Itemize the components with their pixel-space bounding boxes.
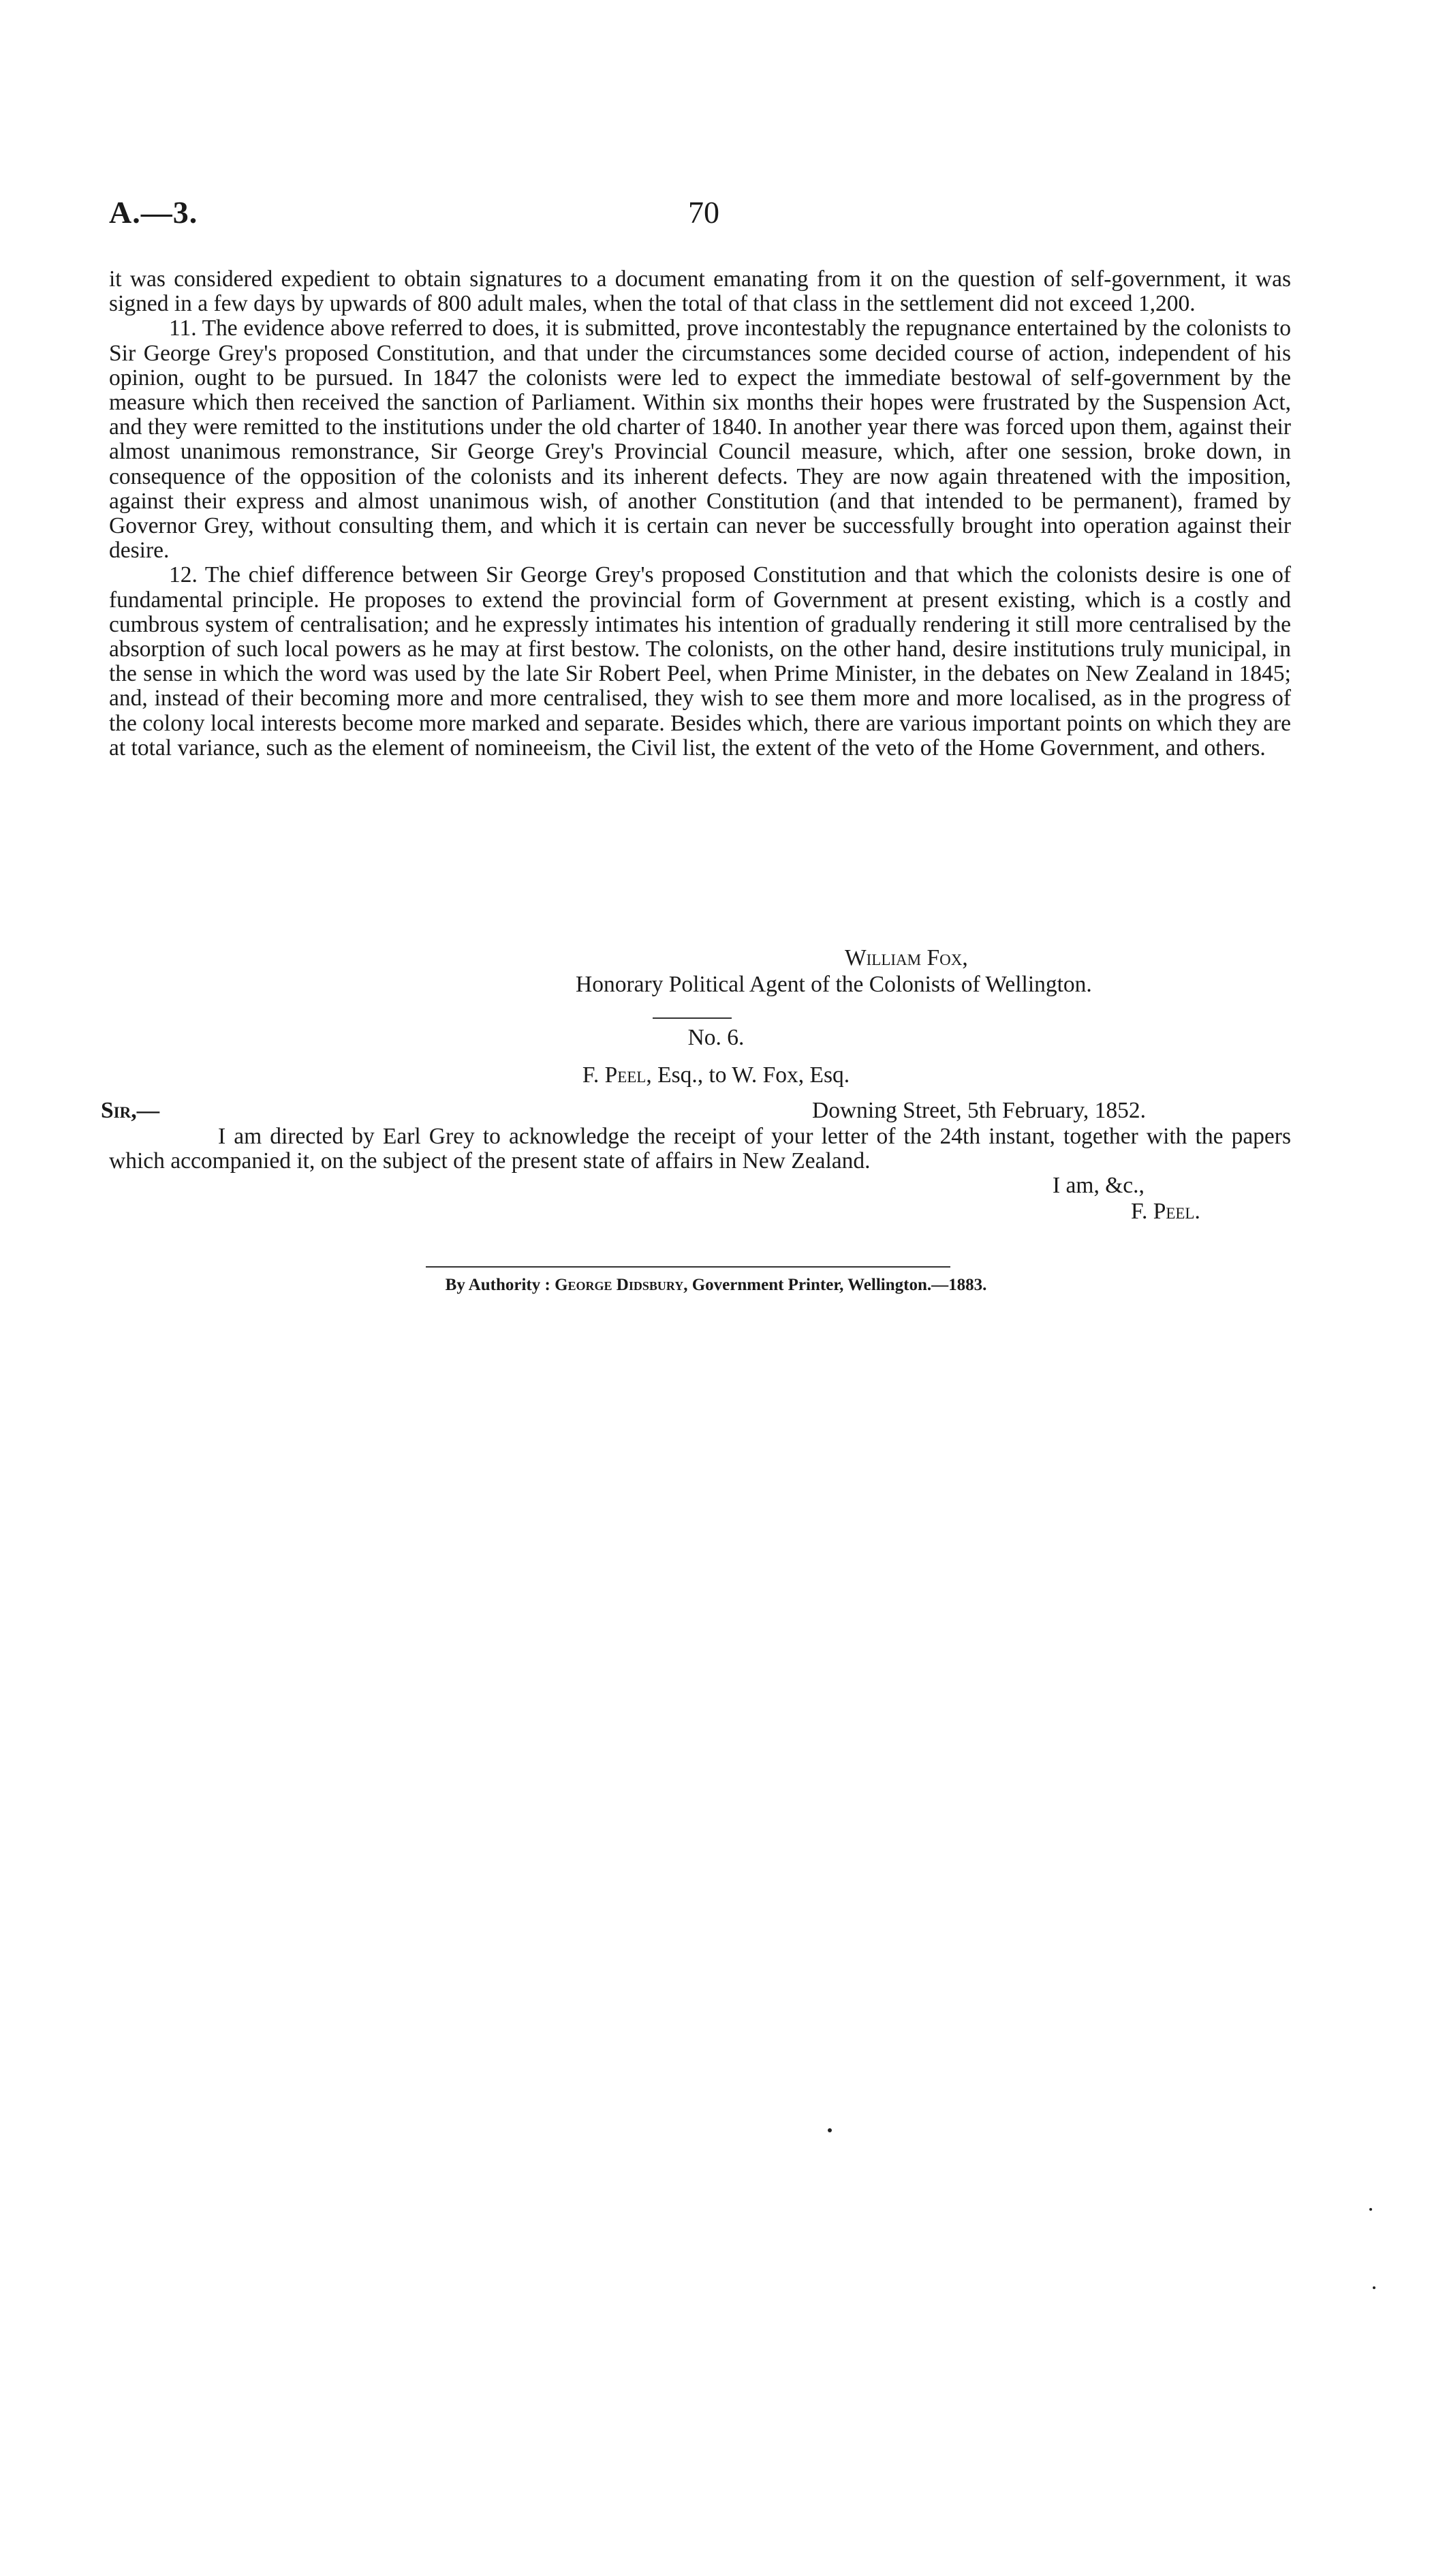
place-date: Downing Street, 5th February, 1852. bbox=[812, 1098, 1147, 1123]
ink-speck bbox=[1369, 2208, 1372, 2211]
letter-signer: F. Peel. bbox=[1131, 1199, 1200, 1224]
letter-heading bbox=[0, 1063, 1432, 1088]
salutation: Sir,— bbox=[101, 1098, 160, 1123]
footer-rule bbox=[426, 1266, 950, 1268]
letter-number: No. 6. bbox=[687, 1025, 745, 1050]
imprint-rest: , Government Printer, Wellington.—1883. bbox=[683, 1276, 987, 1294]
letter-body-paragraph: I am directed by Earl Grey to acknowledge the receipt of your letter of the 24th instant, together with the papers which accompanied it, on the subject of the present state of affairs in New Zealand. bbox=[109, 1124, 1291, 1174]
printer-imprint bbox=[0, 1276, 1432, 1295]
paragraph-11: 11. The evidence above referred to does, it is submitted, prove incontestably the repugnance entertained by the colonists to Sir George Grey's proposed Constitution, and that under the circumstances some decided course of action, independent of his opinion, ought to be pursued. In 1847 the colonists were led to expect the immediate bestowal of self-government by the measure which then received the sanction of Parliament. Within six months their hopes were frustrated by the Suspension Act, and they were remitted to the institutions under the old charter of 1840. In another year there was forced upon them, against their almost unanimous remonstrance, Sir George Grey's Provincial Council measure, which, after one session, broke down, in consequence of the opposition of the colonists and its inherent defects. They are now again threatened with the imposition, against their express and almost unanimous wish, of another Constitution (and that intended to be permanent), framed by Governor Grey, without consulting them, and which it is certain can never be successfully brought into operation against their desire. bbox=[109, 316, 1291, 564]
imprint-printer-name: George Didsbury bbox=[555, 1276, 684, 1294]
paragraph-12: 12. The chief difference between Sir George Grey's proposed Constitution and that which the colonists desire is one of fundamental principle. He proposes to extend the provincial form of Government at present existing, which is a costly and cumbrous system of centralisation; and he expressly intimates his intention of gradually rendering it still more centralised by the absorption of such local powers as he may at first bestow. The colonists, on the other hand, desire institutions truly municipal, in the sense in which the word was used by the late Sir Robert Peel, when Prime Minister, in the debates on New Zealand in 1845; and, instead of their becoming more and more centralised, they wish to see them more and more localised, as in the progress of the colony local interests become more marked and separate. Besides which, there are various important points on which they are at total variance, such as the element of nomineeism, the Civil list, the extent of the veto of the Home Government, and others. bbox=[109, 562, 1291, 761]
ink-speck bbox=[828, 2128, 832, 2132]
document-reference: A.—3. bbox=[109, 195, 198, 230]
signature-title: Honorary Political Agent of the Colonists of Wellington. bbox=[576, 972, 1092, 997]
ink-speck bbox=[1373, 2286, 1375, 2289]
letter-heading-from: F. Peel bbox=[582, 1062, 647, 1088]
body-text bbox=[109, 267, 1291, 761]
letter-body bbox=[109, 1124, 1291, 1174]
imprint-label: By Authority : bbox=[445, 1276, 550, 1294]
page-number: 70 bbox=[688, 195, 719, 230]
paragraph-continuation: it was considered expedient to obtain signatures to a document emanating from it on the question of self-government, it was signed in a few days by upwards of 800 adult males, when the total of that class in the settlement did not exceed 1,200. bbox=[109, 266, 1291, 317]
letter-closing: I am, &c., bbox=[1053, 1173, 1145, 1198]
signature-name: William Fox, bbox=[845, 945, 968, 970]
letter-heading-rest: , Esq., to W. Fox, Esq. bbox=[646, 1062, 850, 1088]
section-divider bbox=[653, 1017, 732, 1019]
